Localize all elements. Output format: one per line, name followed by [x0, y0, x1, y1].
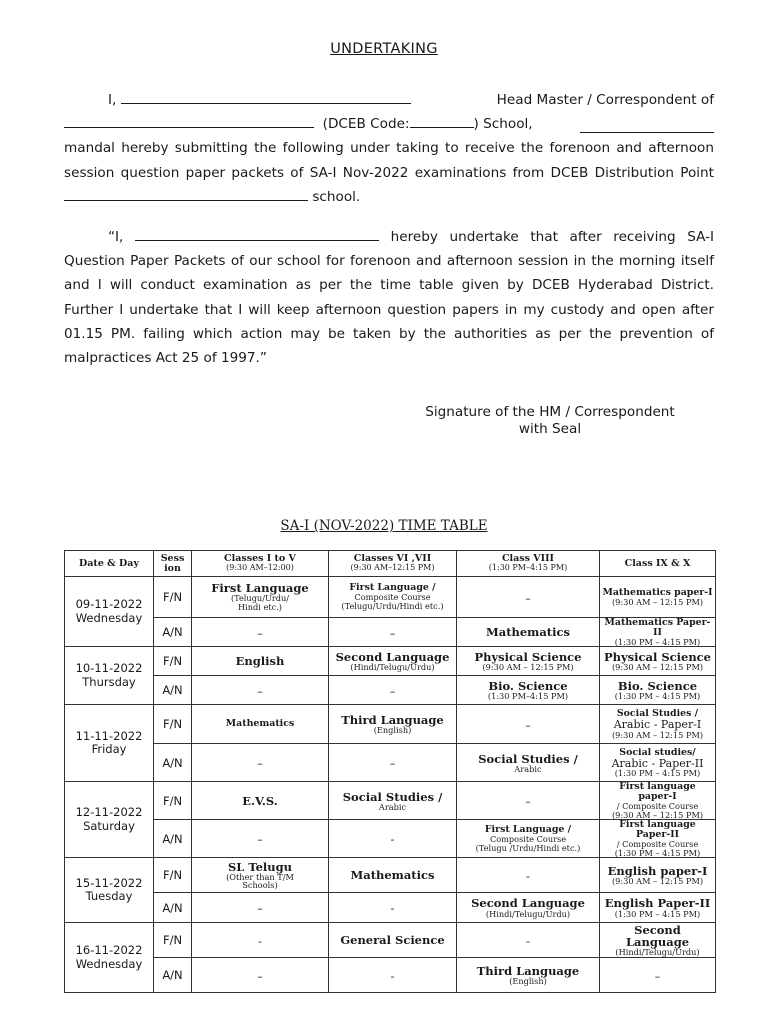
day-text: Wednesday: [75, 610, 143, 625]
text-quote-open: “I,: [108, 229, 124, 245]
header-date: Date & Day: [65, 551, 154, 577]
cell-line: Composite Course: [489, 834, 567, 845]
date-text: 09-11-2022: [75, 596, 143, 611]
subject-cell-c1: [192, 705, 329, 744]
date-cell: [65, 858, 154, 923]
cell-line: –: [257, 833, 263, 847]
session-cell: F/N: [154, 705, 192, 744]
cell-line: (1:30 PM – 4:15 PM): [614, 847, 701, 858]
subject-cell-c3: [457, 893, 600, 923]
cell-line: -: [526, 869, 530, 883]
day-text: Wednesday: [75, 956, 143, 971]
cell-line: English: [235, 654, 285, 669]
name-blank: [121, 90, 411, 104]
date-cell: [65, 923, 154, 993]
subject-cell-c2: [329, 858, 457, 893]
cell-line: Bio. Science: [617, 679, 698, 694]
cell-line: (1:30 PM – 4:15 PM): [614, 908, 701, 919]
cell-line: (9:30 AM – 12:15 PM): [611, 729, 704, 740]
cell-line: General Science: [340, 933, 445, 948]
subject-cell-c4: [600, 923, 716, 958]
cell-line: (1:30 PM – 4:15 PM): [614, 768, 701, 779]
table-row: [65, 820, 716, 858]
cell-line: Social Studies /: [616, 708, 699, 720]
subject-cell-c4: [600, 618, 716, 647]
cell-line: First Language /: [349, 582, 436, 594]
subject-cell-c4: [600, 647, 716, 676]
session-cell: A/N: [154, 676, 192, 705]
session-cell: F/N: [154, 858, 192, 893]
table-row: [65, 923, 716, 958]
subject-cell-c3: [457, 820, 600, 858]
cell-line: -: [390, 902, 395, 916]
date-cell: [65, 782, 154, 858]
session-cell: A/N: [154, 958, 192, 993]
cell-line: –: [525, 795, 531, 809]
subject-cell-c2: [329, 958, 457, 993]
cell-line: -: [526, 934, 530, 948]
cell-line: Mathematics paper-I: [602, 586, 713, 598]
cell-line: -: [258, 934, 262, 948]
header-class-9-10: Class IX & X: [600, 551, 716, 577]
cell-line: –: [389, 626, 396, 640]
session-cell: F/N: [154, 782, 192, 820]
cell-line: (1:30 PM – 4:15 PM): [614, 636, 701, 647]
date-text: 10-11-2022: [75, 661, 143, 676]
table-row: [65, 744, 716, 782]
date-cell: [65, 577, 154, 647]
header-session: Sess ion: [154, 551, 192, 577]
cell-line: –: [257, 684, 263, 698]
date-cell: [65, 705, 154, 782]
subject-cell-c3: [457, 676, 600, 705]
cell-line: –: [525, 591, 531, 605]
cell-line: (English): [373, 725, 412, 736]
subject-cell-c3: [457, 705, 600, 744]
text-dceb-close: ) School,: [473, 116, 533, 133]
cell-line: Mathematics: [486, 625, 570, 640]
subject-cell-c1: [192, 858, 329, 893]
cell-line: English paper-I: [607, 863, 708, 878]
cell-line: Composite Course: [354, 592, 431, 603]
dceb-code-blank: [410, 114, 474, 128]
cell-line: Bio. Science: [488, 679, 568, 694]
subject-cell-c4: [600, 744, 716, 782]
subject-cell-c1: [192, 744, 329, 782]
table-row: [65, 618, 716, 647]
cell-line: –: [389, 684, 396, 698]
cell-line: (9:30 AM – 12:15 PM): [611, 596, 704, 607]
cell-line: (1:30 PM–4:15 PM): [487, 691, 569, 702]
cell-line: Schools): [242, 880, 278, 891]
cell-line: (Hindi/Telugu/Urdu): [615, 947, 700, 958]
cell-line: English Paper-II: [604, 896, 711, 911]
subject-cell-c4: [600, 858, 716, 893]
session-cell: A/N: [154, 618, 192, 647]
subject-cell-c3: [457, 577, 600, 618]
mandal-blank: [580, 119, 714, 133]
cell-line: -: [390, 833, 395, 847]
table-row: [65, 705, 716, 744]
session-cell: A/N: [154, 744, 192, 782]
subject-cell-c1: [192, 923, 329, 958]
subject-cell-c4: [600, 958, 716, 993]
session-cell: F/N: [154, 923, 192, 958]
subject-cell-c2: [329, 744, 457, 782]
day-text: Thursday: [82, 674, 136, 689]
cell-line: Arabic - Paper-II: [611, 756, 704, 770]
cell-line: (Telugu /Urdu/Hindi etc.): [475, 842, 581, 853]
subject-cell-c4: [600, 705, 716, 744]
cell-line: Mathematics Paper-II: [604, 617, 711, 638]
day-text: Tuesday: [85, 889, 133, 904]
subject-cell-c2: [329, 820, 457, 858]
cell-line: Third Language: [476, 963, 580, 978]
cell-line: (Hindi/Telugu/Urdu): [485, 908, 571, 919]
cell-line: Mathematics: [350, 868, 435, 883]
subject-cell-c1: [192, 782, 329, 820]
cell-line: Physical Science: [603, 650, 712, 665]
cell-line: –: [257, 757, 263, 771]
cell-line: Arabic: [514, 763, 542, 774]
cell-line: –: [257, 902, 263, 916]
session-cell: A/N: [154, 893, 192, 923]
cell-line: (Other than T/M: [226, 871, 294, 882]
cell-line: (Telugu/Urdu/: [230, 593, 290, 604]
session-cell: F/N: [154, 647, 192, 676]
cell-line: (Telugu/Urdu/Hindi etc.): [341, 600, 444, 611]
cell-line: (9:30 AM – 12:15 PM): [482, 662, 574, 673]
text-i: I,: [108, 92, 117, 108]
table-row: [65, 676, 716, 705]
school-name-blank: [64, 114, 314, 128]
cell-line: (9:30 AM – 12:15 PM): [611, 809, 704, 820]
cell-line: Social Studies /: [478, 751, 578, 766]
cell-line: Second Language: [625, 922, 690, 949]
subject-cell-c1: [192, 820, 329, 858]
subject-cell-c1: [192, 618, 329, 647]
subject-cell-c2: [329, 577, 457, 618]
table-row: [65, 858, 716, 893]
cell-line: –: [525, 718, 531, 732]
subject-cell-c2: [329, 782, 457, 820]
subject-cell-c2: [329, 676, 457, 705]
cell-line: (1:30 PM – 4:15 PM): [614, 691, 701, 702]
date-text: 16-11-2022: [75, 943, 143, 957]
subject-cell-c2: [329, 923, 457, 958]
cell-line: (9:30 AM – 12:15 PM): [611, 876, 704, 887]
signature-line-2: with Seal: [518, 421, 582, 437]
cell-line: / Composite Course: [616, 839, 699, 850]
cell-line: Arabic - Paper-I: [613, 718, 702, 732]
table-row: [65, 958, 716, 993]
cell-line: First language Paper-II: [619, 819, 696, 841]
cell-line: (9:30 AM – 12:15 PM): [611, 662, 704, 673]
subject-cell-c3: [457, 618, 600, 647]
date-cell: [65, 647, 154, 705]
cell-line: –: [257, 969, 263, 983]
cell-line: -: [390, 969, 395, 983]
cell-line: E.V.S.: [242, 793, 278, 808]
cell-line: Social studies/: [619, 746, 696, 758]
subject-cell-c3: [457, 858, 600, 893]
table-row: [65, 782, 716, 820]
cell-line: Physical Science: [474, 650, 582, 665]
subject-cell-c1: [192, 676, 329, 705]
cell-line: SL Telugu: [227, 859, 293, 874]
subject-cell-c4: [600, 676, 716, 705]
cell-line: (Hindi/Telugu/Urdu): [350, 662, 435, 673]
text-mandal: mandal hereby submitting the following under taking to receive the forenoon and afternoon session question paper packets of SA-I Nov-2022 examinations from DCEB Distribution Point: [64, 140, 714, 181]
timetable-title: SA-I (NOV-2022) TIME TABLE: [280, 518, 488, 534]
session-cell: F/N: [154, 577, 192, 618]
header-classes-1-5: Classes I to V (9:30 AM–12:00): [192, 551, 329, 577]
date-text: 12-11-2022: [75, 805, 143, 820]
subject-cell-c3: [457, 958, 600, 993]
signature-line-1: Signature of the HM / Correspondent: [425, 404, 675, 420]
subject-cell-c3: [457, 923, 600, 958]
day-text: Friday: [91, 742, 127, 757]
subject-cell-c3: [457, 744, 600, 782]
text-body: hereby undertake that after receiving SA-I Question Paper Packets of our school for forenoon and afternoon session in the morning itself and I will conduct examination as per the time table given by DCEB Hyderabad District. Further I undertake that I will keep afternoon question papers in my custody and open after 01.15 PM. failing which action may be taken by the authorities as per the prevention of malpractices Act 25 of 1997.”: [64, 229, 715, 367]
header-class-8: Class VIII (1:30 PM–4:15 PM): [457, 551, 600, 577]
subject-cell-c4: [600, 577, 716, 618]
undertaking-title: UNDERTAKING: [330, 41, 438, 57]
cell-line: –: [654, 969, 661, 983]
timetable-header-row: [65, 551, 716, 577]
cell-line: Second Language: [471, 896, 585, 911]
subject-cell-c2: [329, 647, 457, 676]
cell-line: (English): [509, 976, 547, 987]
table-row: [65, 647, 716, 676]
text-dceb-open: (DCEB Code:: [322, 116, 410, 133]
hm-name-blank: [135, 227, 379, 241]
subject-cell-c4: [600, 820, 716, 858]
cell-line: Social Studies /: [342, 789, 443, 804]
cell-line: / Composite Course: [616, 801, 699, 812]
cell-line: –: [389, 757, 396, 771]
subject-cell-c2: [329, 618, 457, 647]
cell-line: First Language /: [484, 824, 572, 836]
subject-cell-c4: [600, 782, 716, 820]
subject-cell-c1: [192, 893, 329, 923]
timetable: [64, 550, 716, 993]
cell-line: Third Language: [341, 713, 444, 728]
cell-line: Hindi etc.): [237, 602, 282, 613]
subject-cell-c3: [457, 647, 600, 676]
subject-cell-c4: [600, 893, 716, 923]
subject-cell-c1: [192, 958, 329, 993]
subject-cell-c1: [192, 647, 329, 676]
signature-block: [400, 404, 700, 438]
cell-line: Arabic: [378, 801, 407, 812]
header-classes-6-7: Classes VI ,VII (9:30 AM–12:15 PM): [329, 551, 457, 577]
cell-line: Mathematics: [225, 718, 295, 730]
cell-line: Second Language: [335, 650, 450, 665]
cell-line: First Language: [211, 581, 309, 596]
date-text: 15-11-2022: [75, 875, 143, 890]
session-cell: A/N: [154, 820, 192, 858]
cell-line: First language paper-I: [619, 781, 696, 803]
subject-cell-c3: [457, 782, 600, 820]
text-school: school.: [312, 188, 361, 205]
undertaking-paragraph-1: [64, 88, 714, 209]
table-row: [65, 577, 716, 618]
subject-cell-c1: [192, 577, 329, 618]
date-text: 11-11-2022: [75, 728, 143, 743]
undertaking-paragraph-2: [64, 225, 714, 370]
table-row: [65, 893, 716, 923]
cell-line: –: [257, 626, 263, 640]
subject-cell-c2: [329, 893, 457, 923]
text-hm: Head Master / Correspondent of: [496, 92, 714, 108]
subject-cell-c2: [329, 705, 457, 744]
day-text: Saturday: [83, 818, 135, 833]
distribution-point-blank: [64, 187, 308, 201]
